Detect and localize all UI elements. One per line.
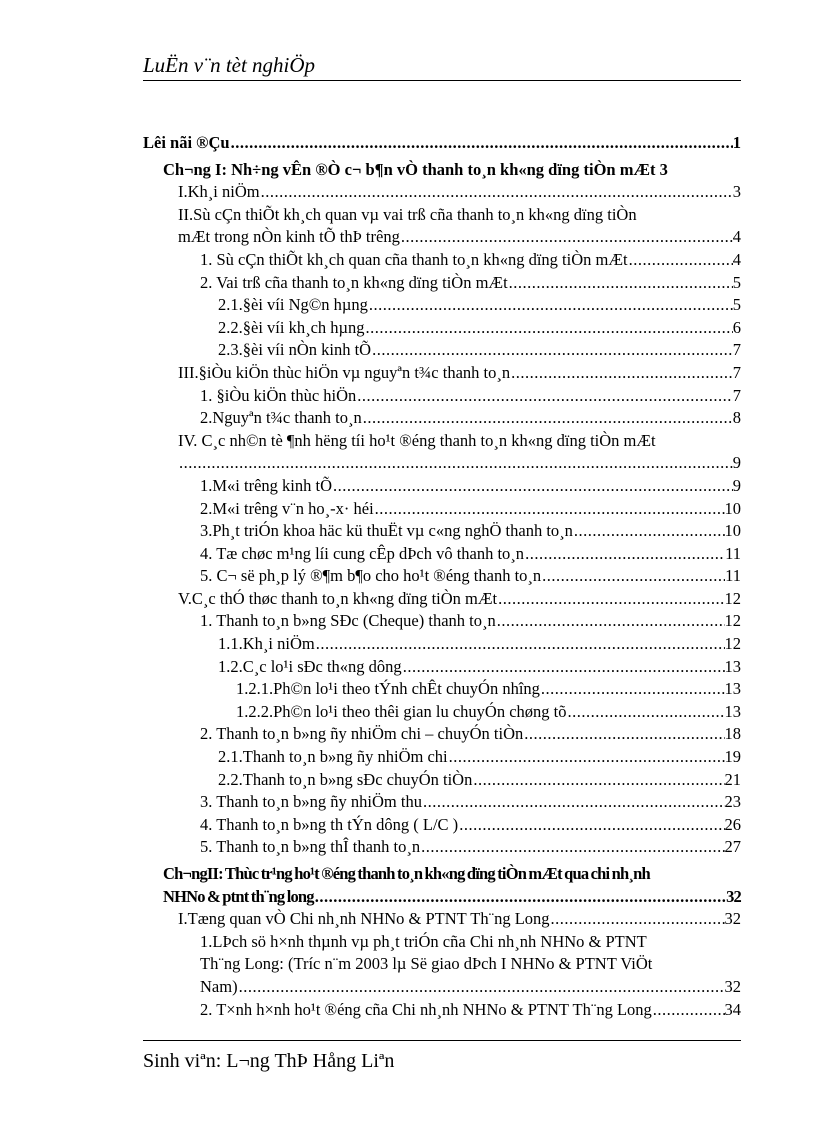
toc-entry[interactable]: 1.1.Kh¸i niÖm ..... 12 — [218, 633, 741, 656]
toc-entry[interactable]: 5. Thanh to¸n b»ng thÎ thanh to¸n ..... 27 — [200, 836, 741, 859]
toc-entry[interactable]: I.Kh¸i niÖm ..... 3 — [178, 181, 741, 204]
toc-entry[interactable]: 3.Ph¸t triÓn khoa häc kü thuËt vµ c«ng nghÖ thanh to¸n ..... 10 — [200, 520, 741, 543]
toc-entry[interactable]: 2. T×nh h×nh ho¹t ®éng cña Chi nh¸nh NHNo & PTNT Th¨ng Long ..... 34 — [200, 999, 741, 1022]
table-of-contents — [143, 132, 741, 1021]
toc-entry[interactable]: mÆt trong nÒn kinh tÕ thÞ trêng ..... 4 — [178, 226, 741, 249]
toc-entry[interactable]: 1. Sù cÇn thiÕt kh¸ch quan cña thanh to¸n kh«ng dïng tiÒn mÆt ..... 4 — [200, 249, 741, 272]
toc-chapter-2[interactable]: Ch¬ngII: Thùc tr¹ng ho¹t ®éng thanh to¸n kh«ng dïng tiÒn mÆt qua chi nh¸nh — [163, 864, 650, 883]
toc-entry[interactable]: V.C¸c thÓ thøc thanh to¸n kh«ng dïng tiÒn mÆt ..... 12 — [178, 588, 741, 611]
page-header: LuËn v¨n tèt nghiÖp — [143, 53, 316, 77]
toc-entry[interactable]: 4. Tæ chøc m¹ng líi cung cÊp dÞch vô thanh to¸n ..... 11 — [200, 543, 741, 566]
toc-entry[interactable]: III.§iÒu kiÖn thùc hiÖn vµ nguyªn t¾c thanh to¸n ..... 7 — [178, 362, 741, 385]
toc-entry[interactable]: 2.1.§èi víi Ng©n hµng ..... 5 — [218, 294, 741, 317]
toc-entry[interactable]: I.Tæng quan vÒ Chi nh¸nh NHNo & PTNT Th¨ng Long ..... 32 — [178, 908, 741, 931]
toc-entry[interactable]: 2. Vai trß cña thanh to¸n kh«ng dïng tiÒn mÆt ..... 5 — [200, 272, 741, 295]
header-rule — [143, 80, 741, 81]
toc-chapter-2-cont[interactable]: NHNo & ptnt th¨ng long ..... 32 — [163, 886, 741, 909]
toc-entry[interactable]: 2.1.Thanh to¸n b»ng ñy nhiÖm chi ..... 19 — [218, 746, 741, 769]
toc-entry[interactable]: 2.2.§èi víi kh¸ch hµng ..... 6 — [218, 317, 741, 340]
toc-entry[interactable]: 2. Thanh to¸n b»ng ñy nhiÖm chi – chuyÓn tiÒn ..... 18 — [200, 723, 741, 746]
toc-entry[interactable]: 1. Thanh to¸n b»ng SÐc (Cheque) thanh to¸n ..... 12 — [200, 610, 741, 633]
toc-entry[interactable]: Nam) ..... 32 — [200, 976, 741, 999]
toc-chapter-1[interactable]: Ch¬ng I: Nh÷ng vÊn ®Ò c¬ b¶n vÒ thanh to¸n kh«ng dïng tiÒn mÆt 3 — [163, 159, 668, 179]
toc-entry[interactable]: 3. Thanh to¸n b»ng ñy nhiÖm thu ..... 23 — [200, 791, 741, 814]
toc-entry[interactable]: Th¨ng Long: (Tríc n¨m 2003 lµ Së giao dÞch I NHNo & PTNT ViÖt — [200, 954, 653, 974]
toc-entry[interactable]: 2.3.§èi víi nÒn kinh tÕ ..... 7 — [218, 339, 741, 362]
toc-entry[interactable]: 1.2.1.Ph©n lo¹i theo tÝnh chÊt chuyÓn nhîng ..... 13 — [236, 678, 741, 701]
toc-entry[interactable]: IV. C¸c nh©n tè ¶nh hëng tíi ho¹t ®éng thanh to¸n kh«ng dïng tiÒn mÆt — [178, 430, 656, 450]
footer-rule — [143, 1040, 741, 1041]
toc-entry[interactable]: 1. §iÒu kiÖn thùc hiÖn ..... 7 — [200, 385, 741, 408]
toc-entry[interactable]: 1.2.2.Ph©n lo¹i theo thêi gian lu chuyÓn chøng tõ ..... 13 — [236, 701, 741, 724]
toc-entry[interactable]: 1.M«i trêng kinh tÕ ..... 9 — [200, 475, 741, 498]
toc-entry[interactable]: 2.Nguyªn t¾c thanh to¸n ..... 8 — [200, 407, 741, 430]
toc-entry[interactable]: 1.2.C¸c lo¹i sÐc th«ng dông ..... 13 — [218, 656, 741, 679]
toc-entry-preface[interactable]: Lêi nãi ®Çu ..... 1 — [143, 132, 741, 155]
toc-entry[interactable]: 2.2.Thanh to¸n b»ng sÐc chuyÓn tiÒn ..... 21 — [218, 769, 741, 792]
toc-entry[interactable]: 4. Thanh to¸n b»ng th tÝn dông ( L/C ) ..... 26 — [200, 814, 741, 837]
toc-entry[interactable]: ..... 9 — [178, 452, 741, 475]
page-footer: Sinh viªn: L¬ng ThÞ Hång Liªn — [143, 1050, 395, 1072]
toc-entry[interactable]: 5. C¬ së ph¸p lý ®¶m b¶o cho ho¹t ®éng thanh to¸n ..... 11 — [200, 565, 741, 588]
toc-entry[interactable]: II.Sù cÇn thiÕt kh¸ch quan vµ vai trß cña thanh to¸n kh«ng dïng tiÒn — [178, 204, 637, 224]
toc-entry[interactable]: 1.LÞch sö h×nh thµnh vµ ph¸t triÓn cña Chi nh¸nh NHNo & PTNT — [200, 931, 647, 951]
toc-entry[interactable]: 2.M«i trêng v¨n ho¸-x· héi ..... 10 — [200, 498, 741, 521]
